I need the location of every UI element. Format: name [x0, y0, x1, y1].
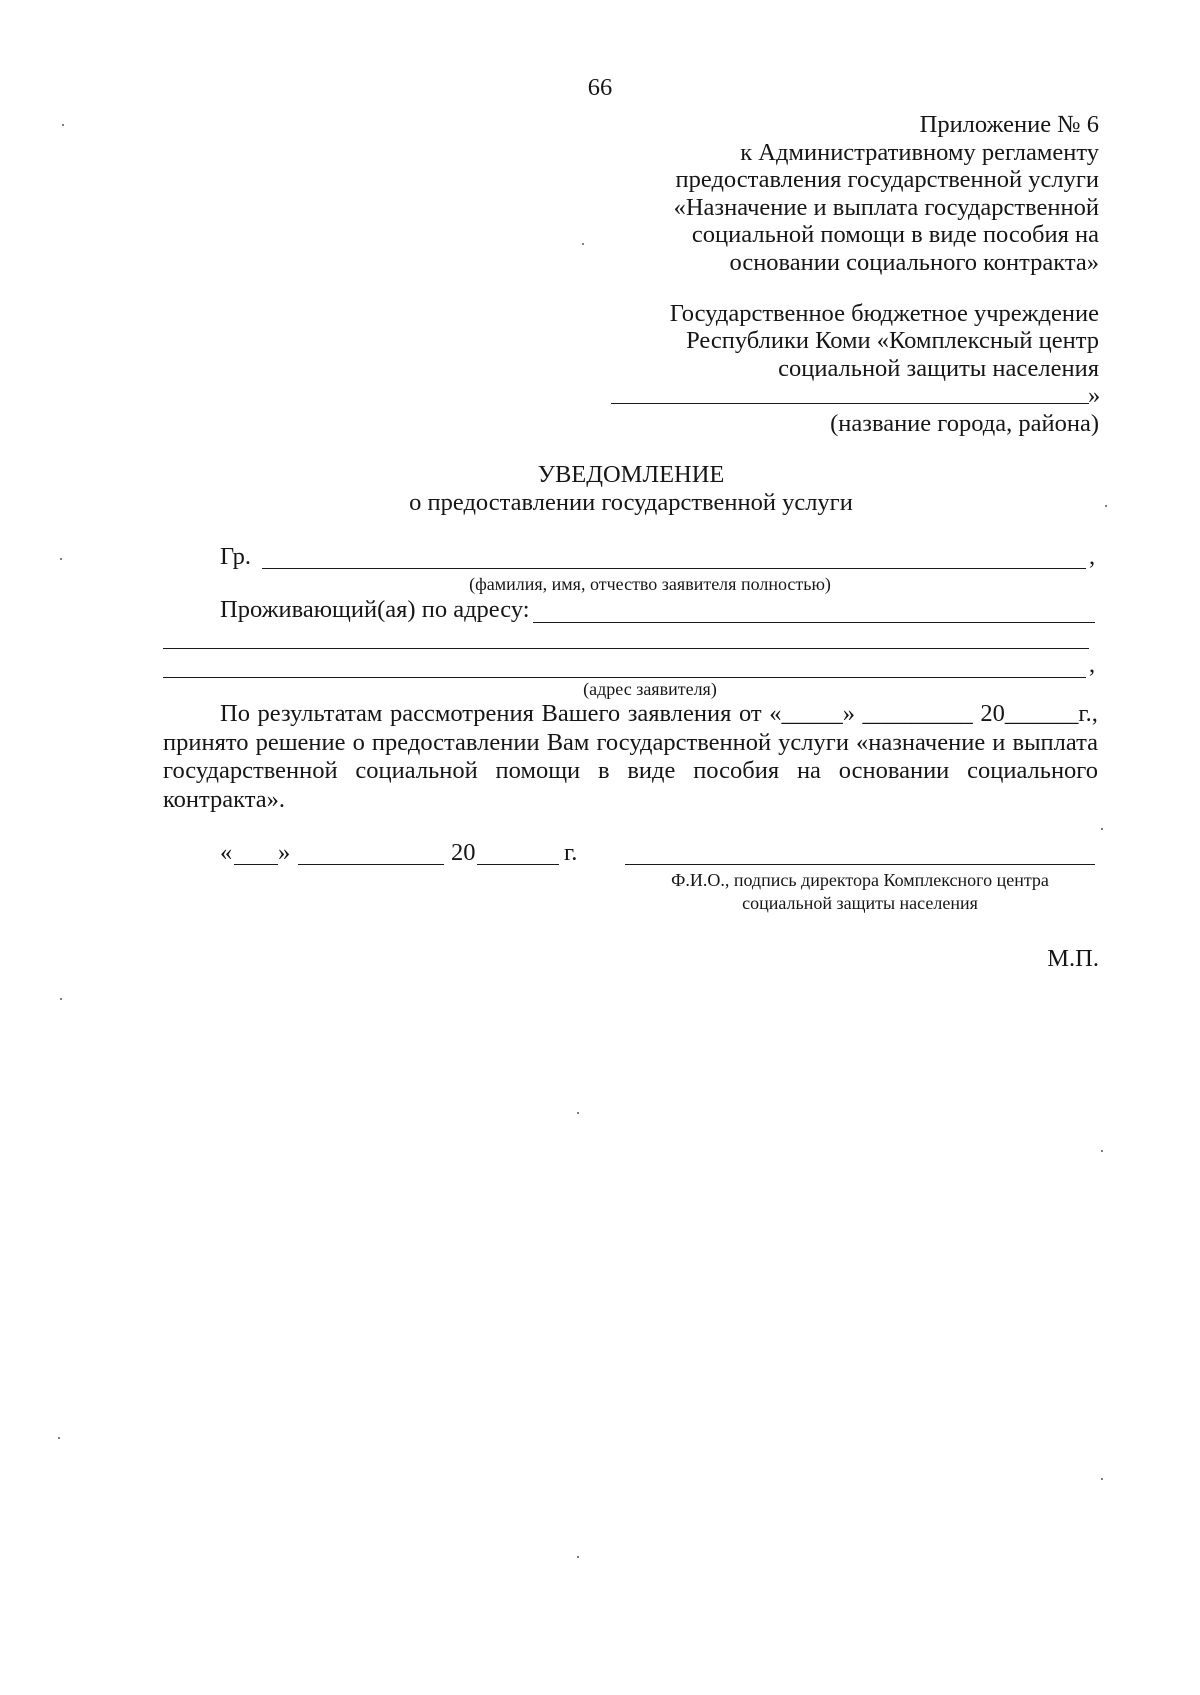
- address-prefix: Проживающий(ая) по адресу:: [220, 596, 530, 623]
- body-word: «_____»: [769, 700, 855, 727]
- body-word: заявления: [627, 700, 732, 727]
- body-word: _________: [862, 700, 973, 727]
- appendix-line-5: социальной помощи в виде пособия на: [691, 221, 1099, 248]
- notice-subtitle: о предоставлении государственной услуги: [409, 489, 853, 516]
- address-comma: ,: [1089, 651, 1096, 678]
- address-line-1: [533, 622, 1095, 623]
- body-word: По: [220, 700, 250, 727]
- director-caption-line-2: социальной защиты населения: [742, 893, 978, 913]
- body-word: рассмотрения: [389, 700, 534, 727]
- stamp-place: М.П.: [1047, 945, 1099, 972]
- city-name-blank-line: [611, 403, 1089, 404]
- body-line-4: контракта».: [163, 786, 285, 813]
- city-name-caption: (название города, района): [830, 410, 1099, 437]
- citizen-caption: (фамилия, имя, отчество заявителя полностью): [469, 574, 831, 594]
- signature-year-line: [477, 864, 559, 865]
- notice-title: УВЕДОМЛЕНИЕ: [537, 461, 725, 488]
- institution-line-2: Республики Коми «Комплексный центр: [686, 327, 1099, 354]
- signature-day-line: [234, 864, 278, 865]
- scan-speck: [60, 998, 62, 1000]
- signature-year-prefix: 20: [451, 839, 476, 866]
- scan-speck: [58, 1437, 60, 1439]
- scan-speck: [1101, 828, 1103, 830]
- signature-month-line: [298, 864, 444, 865]
- body-word: от: [738, 700, 762, 727]
- appendix-line-1: Приложение № 6: [919, 111, 1099, 138]
- institution-line-3: социальной защиты населения: [778, 355, 1099, 382]
- body-word: Вашего: [541, 700, 621, 727]
- scan-speck: [1101, 1150, 1103, 1152]
- director-caption-line-1: Ф.И.О., подпись директора Комплексного центра: [671, 870, 1049, 890]
- citizen-name-line: [262, 568, 1086, 569]
- citizen-prefix: Гр.: [220, 543, 251, 570]
- scan-speck: [577, 1112, 579, 1114]
- body-word: 20______г.,: [980, 700, 1098, 727]
- appendix-line-6: основании социального контракта»: [729, 249, 1099, 276]
- citizen-comma: ,: [1089, 543, 1096, 570]
- address-line-2: [163, 648, 1089, 649]
- body-word: результатам: [257, 700, 383, 727]
- director-signature-line: [625, 864, 1095, 865]
- scan-speck: [62, 124, 64, 126]
- page-number: 66: [587, 74, 613, 101]
- appendix-line-4: «Назначение и выплата государственной: [673, 194, 1099, 221]
- body-line-1: [220, 700, 1098, 728]
- appendix-line-2: к Административному регламенту: [740, 139, 1099, 166]
- signature-date-open-quote: «: [220, 839, 233, 866]
- appendix-line-3: предоставления государственной услуги: [675, 166, 1099, 193]
- scan-speck: [1105, 505, 1107, 507]
- scan-speck: [577, 1556, 579, 1558]
- address-caption: (адрес заявителя): [583, 679, 717, 699]
- scan-speck: [60, 558, 62, 560]
- institution-closing-quote: »: [1088, 382, 1101, 409]
- signature-date-close-quote: »: [278, 839, 291, 866]
- scan-speck: [1101, 1478, 1103, 1480]
- signature-year-suffix: г.: [564, 839, 578, 866]
- body-line-3: государственной социальной помощи в виде пособия на основании социального: [163, 757, 1098, 784]
- institution-line-1: Государственное бюджетное учреждение: [669, 300, 1099, 327]
- body-line-2: принято решение о предоставлении Вам государственной услуги «назначение и выплата: [163, 729, 1098, 756]
- scan-speck: [582, 243, 584, 245]
